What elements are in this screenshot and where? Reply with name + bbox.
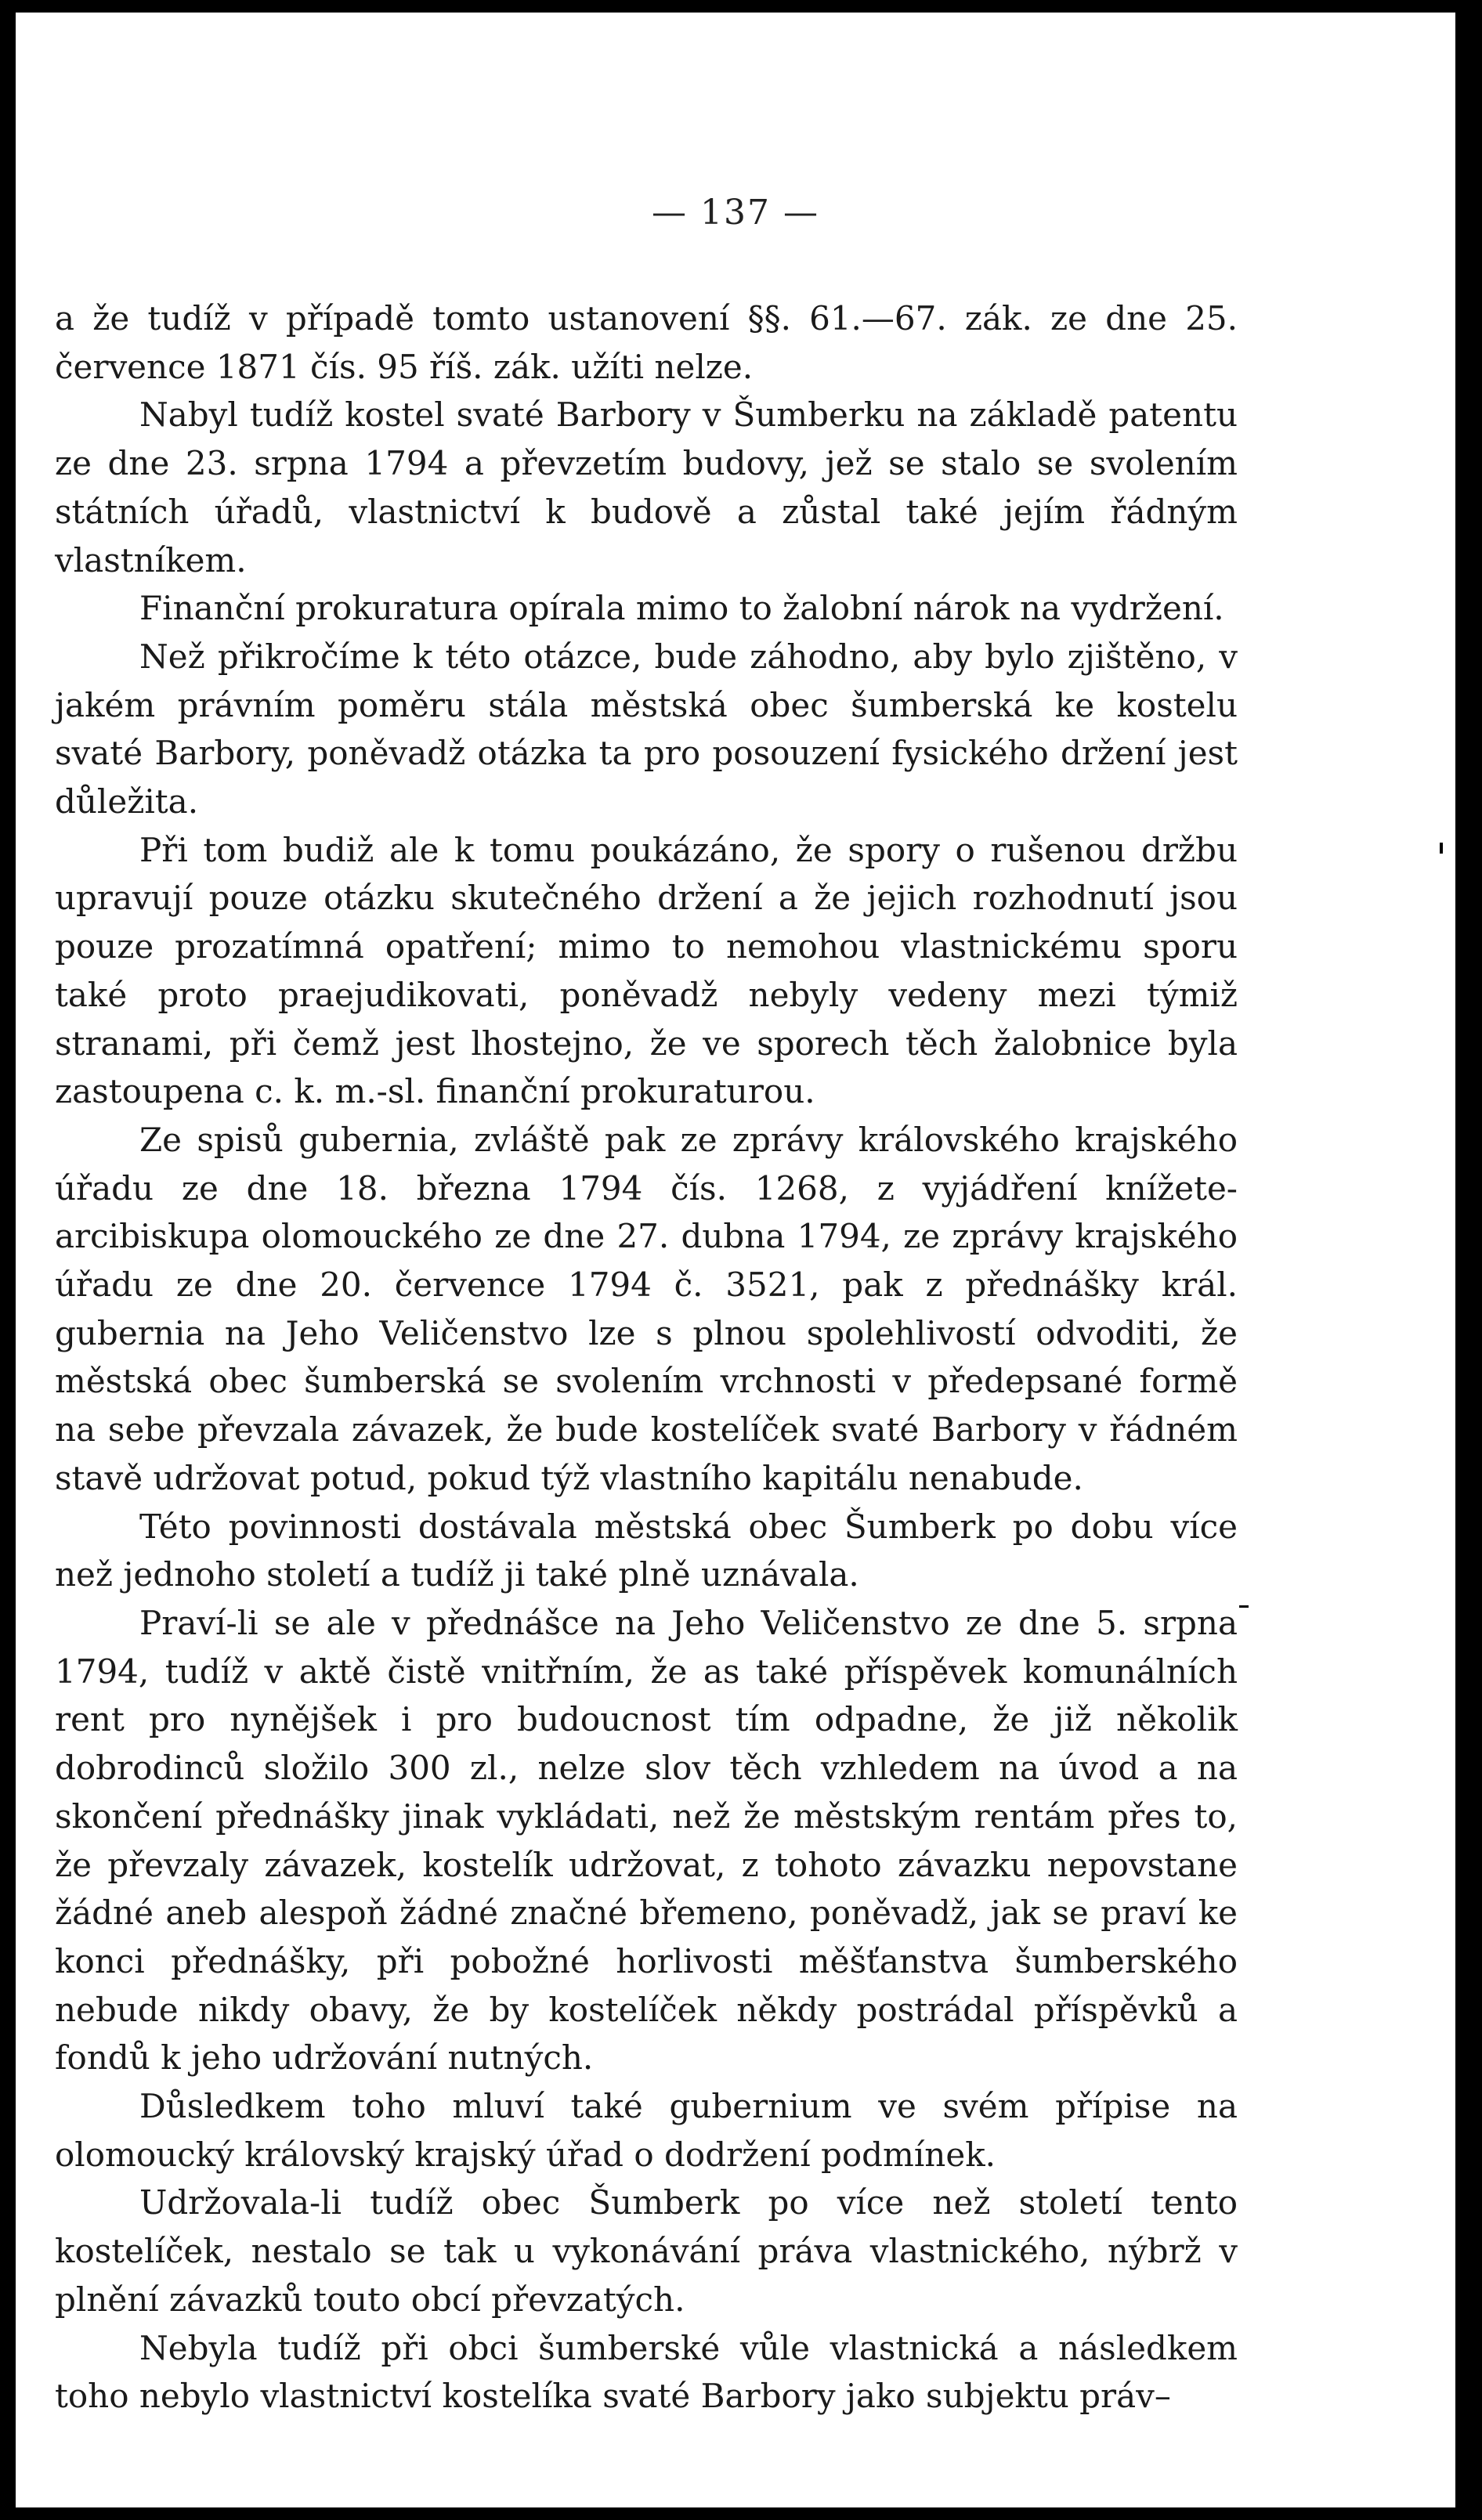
document-page [16,13,1455,2507]
page-number: — 137 — [652,193,819,233]
paragraph-3: Finanční prokuratura opírala mimo to žalobní nárok na vydržení. [139,589,1224,628]
paragraph-2: Nabyl tudíž kostel svaté Barbory v Šumberku na základě patentu ze dne 23. srpna 1794 a převzetím budovy, jež se stalo se svolením státních úřadů, vlastnictví k budově a zůstal také jejím řádným vlastníkem. [55,395,1238,579]
paragraph-10: Udržovala-li tudíž obec Šumberk po více než století tento kostelíček, nestalo se tak u vykonávání práva vlastnického, nýbrž v plnění závazků touto obcí převzatých. [55,2183,1238,2319]
paragraph-6: Ze spisů gubernia, zvláště pak ze zprávy královského krajského úřadu ze dne 18. března 1794 čís. 1268, z vyjádření knížete-arcibiskupa olomouckého ze dne 27. dubna 1794, ze zprávy krajského úřadu ze dne 20. července 1794 č. 3521, pak z přednášky král. gubernia na Jeho Veličenstvo lze s plnou spolehlivostí odvoditi, že městská obec šumberská se svolením vrchnosti v předepsané formě na sebe převzala závazek, že bude kostelíček svaté Barbory v řádném stavě udržovat potud, pokud týž vlastního kapitálu nenabude. [55,1120,1238,1497]
paragraph-11: Nebyla tudíž při obci šumberské vůle vlastnická a následkem toho nebylo vlastnictví kostelíka svaté Barbory jako subjektu práv– [55,2328,1238,2416]
paragraph-1: a že tudíž v případě tomto ustanovení §§. 61.—67. zák. ze dne 25. července 1871 čís. 95 říš. zák. užíti nelze. [55,299,1238,386]
paragraph-5: Při tom budiž ale k tomu poukázáno, že spory o rušenou držbu upravují pouze otázku skutečného držení a že jejich rozhodnutí jsou pouze prozatímná opatření; mimo to nemohou vlastnickému sporu také proto praejudikovati, poněvadž nebyly vedeny mezi týmiž stranami, při čemž jest lhostejno, že ve sporech těch žalobnice byla zastoupena c. k. m.-sl. finanční prokuraturou. [55,830,1238,1111]
scan-speck [1239,1605,1249,1608]
scan-speck [1440,843,1443,854]
paragraph-8: Praví-li se ale v přednášce na Jeho Veličenstvo ze dne 5. srpna 1794, tudíž v aktě čistě vnitřním, že as také příspěvek komunálních rent pro nynějšek i pro budoucnost tím odpadne, že již několik dobrodinců složilo 300 zl., nelze slov těch vzhledem na úvod a na skončení přednášky jinak vykládati, než že městským rentám přes to, že převzaly závazek, kostelík udržovat, z tohoto závazku nepovstane žádné aneb alespoň žádné značné břemeno, poněvadž, jak se praví ke konci přednášky, při pobožné horlivosti měšťanstva šumberského nebude nikdy obavy, že by kostelíček někdy postrádal příspěvků a fondů k jeho udržování nutných. [55,1603,1238,2078]
paragraph-7: Této povinnosti dostávala městská obec Šumberk po dobu více než jednoho století a tudíž ji také plně uznávala. [55,1507,1238,1594]
paragraph-9: Důsledkem toho mluví také gubernium ve svém přípise na olomoucký královský krajský úřad o dodržení podmínek. [55,2087,1238,2174]
paragraph-4: Než přikročíme k této otázce, bude záhodno, aby bylo zjištěno, v jakém právním poměru stála městská obec šumberská ke kostelu svaté Barbory, poněvadž otázka ta pro posouzení fysického držení jest důležita. [55,637,1238,821]
body-text [55,294,1238,2421]
